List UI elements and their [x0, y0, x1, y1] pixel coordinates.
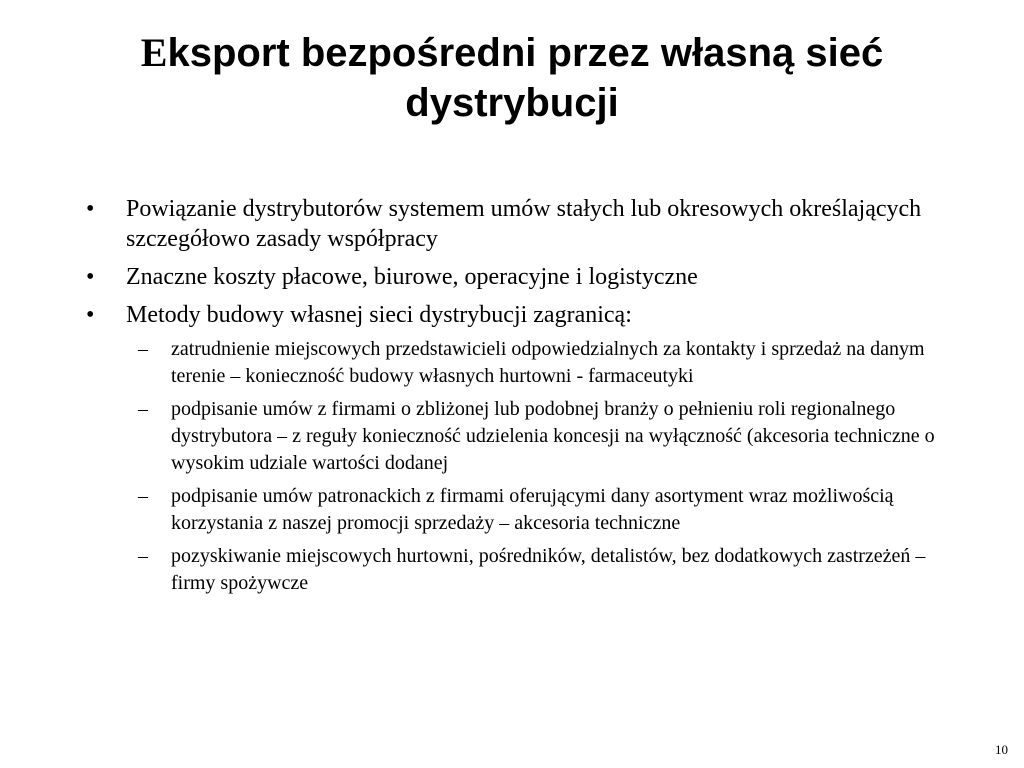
bullet-text: Znaczne koszty płacowe, biurowe, operacyjne i logistyczne: [126, 264, 698, 290]
sub-bullet-text: podpisanie umów patronackich z firmami oferującymi dany asortyment wraz możliwością korzystania z naszej promocji sprzedaży – akcesoria techniczne: [171, 485, 894, 534]
sub-bullet-text: podpisanie umów z firmami o zbliżonej lub podobnej branży o pełnieniu roli regionalnego dystrybutora – z reguły konieczność udzielenia koncesji na wyłączność (akcesoria techniczne o wysokim udziale wartości dodanej: [171, 398, 935, 474]
dash-symbol: –: [138, 338, 148, 360]
bullet-text: Powiązanie dystrybutorów systemem umów stałych lub okresowych określających szczegółowo zasady współpracy: [126, 196, 922, 252]
slide-content: [86, 194, 946, 603]
bullet-symbol: •: [86, 302, 95, 328]
bullet-text: Metody budowy własnej sieci dystrybucji zagranicą:: [126, 302, 632, 328]
dash-symbol: –: [138, 398, 148, 420]
bullet-item: [86, 194, 946, 254]
dash-symbol: –: [138, 485, 148, 507]
title-first-letter: E: [140, 30, 168, 75]
bullet-symbol: •: [86, 196, 95, 222]
sub-bullet-text: zatrudnienie miejscowych przedstawicieli odpowiedzialnych za kontakty i sprzedaż na danym terenie – konieczność budowy własnych hurtowni - farmaceutyki: [171, 338, 925, 387]
slide-title: [60, 28, 964, 128]
bullet-symbol: •: [86, 264, 95, 290]
page-number: 10: [995, 742, 1008, 757]
sub-bullet-item: [86, 336, 946, 390]
sub-bullet-item: [86, 396, 946, 477]
sub-bullet-item: [86, 483, 946, 537]
bullet-item: [86, 262, 946, 292]
title-text: ksport bezpośredni przez własną sieć dystrybucji: [167, 31, 884, 125]
sub-bullet-text: pozyskiwanie miejscowych hurtowni, pośredników, detalistów, bez dodatkowych zastrzeżeń – firmy spożywcze: [171, 545, 926, 594]
sub-bullet-list: [86, 336, 946, 597]
dash-symbol: –: [138, 545, 148, 567]
bullet-item: [86, 300, 946, 330]
sub-bullet-item: [86, 543, 946, 597]
